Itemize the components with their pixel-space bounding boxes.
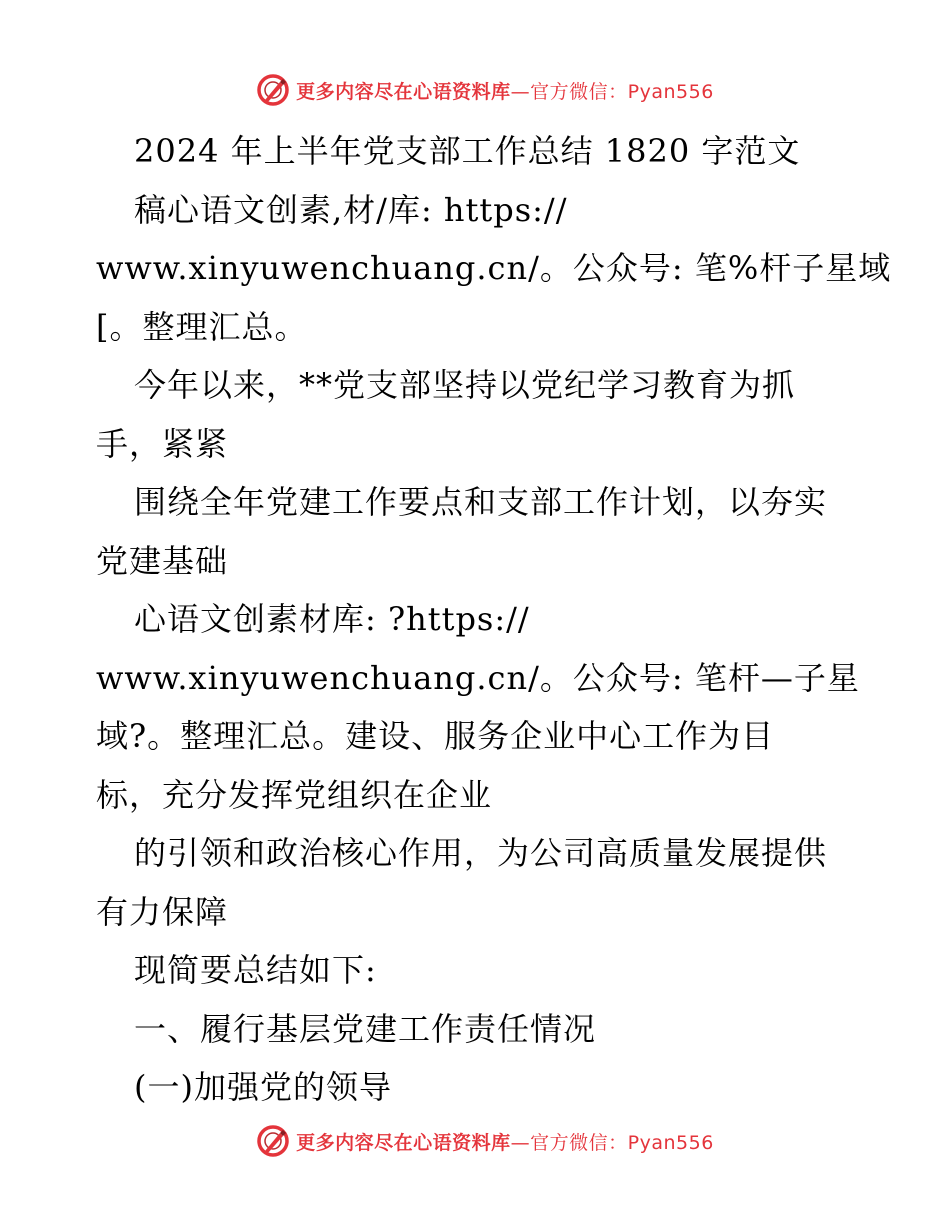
header-contact-label: 官方微信：Pyan556 bbox=[530, 80, 714, 103]
pen-circle-icon bbox=[256, 73, 290, 107]
text-line: [。整理汇总。 bbox=[96, 307, 308, 346]
text-line: 今年以来，**党支部坚持以党纪学习教育为抓 bbox=[134, 366, 796, 404]
text-line: www.xinyuwenchuang.cn/。公众号: 笔%杆子星域 bbox=[96, 249, 892, 287]
header-site-label: 更多内容尽在心语资料库 bbox=[296, 80, 511, 103]
text-line: 党建基础 bbox=[96, 541, 229, 580]
text-line: 的引领和政治核心作用，为公司高质量发展提供 bbox=[134, 834, 828, 872]
footer-watermark bbox=[0, 1121, 950, 1161]
header-watermark-inner bbox=[256, 73, 714, 107]
text-line: 围绕全年党建工作要点和支部工作计划，以夯实 bbox=[134, 483, 828, 521]
text-line: 域?。整理汇总。建设、服务企业中心工作为目 bbox=[96, 717, 775, 755]
text-line: 稿心语文创素,材/库: https:// bbox=[134, 190, 568, 229]
text-line: 现简要总结如下: bbox=[134, 951, 377, 989]
document-body bbox=[96, 122, 896, 1117]
text-line: 心语文创素材库: ?https:// bbox=[134, 600, 530, 638]
text-line: 标，充分发挥党组织在企业 bbox=[96, 775, 493, 814]
footer-dash: — bbox=[510, 1131, 531, 1154]
header-watermark bbox=[0, 70, 950, 110]
text-line: 一、履行基层党建工作责任情况 bbox=[134, 1009, 597, 1048]
text-line: www.xinyuwenchuang.cn/。公众号: 笔杆—子星 bbox=[96, 658, 860, 697]
footer-watermark-inner bbox=[256, 1124, 714, 1158]
pen-circle-icon bbox=[256, 1124, 290, 1158]
text-line: 2024 年上半年党支部工作总结 1820 字范文 bbox=[134, 132, 801, 170]
footer-site-label: 更多内容尽在心语资料库 bbox=[296, 1131, 511, 1154]
header-dash: — bbox=[510, 80, 531, 103]
text-line: (一)加强党的领导 bbox=[134, 1068, 392, 1106]
text-line: 手，紧紧 bbox=[96, 424, 229, 463]
footer-watermark-text bbox=[296, 1128, 714, 1155]
footer-contact-label: 官方微信：Pyan556 bbox=[530, 1131, 714, 1154]
text-line: 有力保障 bbox=[96, 892, 229, 931]
header-watermark-text bbox=[296, 77, 714, 104]
